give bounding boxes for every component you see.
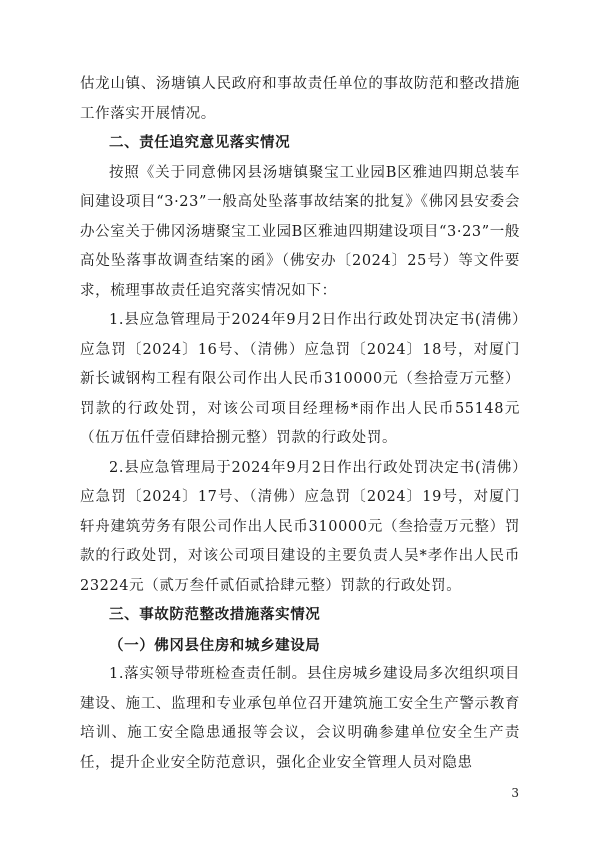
paragraph-item-2: 2.县应急管理局于2024年9月2日作出行政处罚决定书(清佛）应急罚〔2024〕17号、（清佛）应急罚〔2024〕19号，对厦门轩舟建筑劳务有限公司作出人民币310000元（叁拾壹万元整）罚款的行政处罚，对该公司项目建设的主要负责人吴*孝作出人民币23224元（贰万叁仟贰佰贰拾肆元整）罚款的行政处罚。	[80, 459, 520, 594]
section-heading-2: 二、责任追究意见落实情况	[109, 135, 291, 151]
paragraph-item-1: 1.县应急管理局于2024年9月2日作出行政处罚决定书(清佛）应急罚〔2024〕16号、（清佛）应急罚〔2024〕18号，对厦门新长诚钢构工程有限公司作出人民币310000元（叁拾壹万元整）罚款的行政处罚，对该公司项目经理杨*雨作出人民币55148元（伍万伍仟壹佰肆拾捌元整）罚款的行政处罚。	[80, 312, 520, 446]
subsection-heading-1: （一）佛冈县住房和城乡建设局	[109, 636, 321, 654]
paragraph-measure-1: 1.落实领导带班检查责任制。县住房城乡建设局多次组织项目建设、施工、监理和专业承包单位召开建筑施工安全生产警示教育培训、施工安全隐患通报等会议，会议明确参建单位安全生产责任，提升企业安全防范意识，强化企业安全管理人员对隐患	[80, 666, 520, 771]
paragraph-basis: 按照《关于同意佛冈县汤塘镇聚宝工业园B区雅迪四期总装车间建设项目“3·23”一般高处坠落事故结案的批复》《佛冈县安委会办公室关于佛冈汤塘聚宝工业园B区雅迪四期建设项目“3·23”一般高处坠落事故调查结案的函》（佛安办〔2024〕25号）等文件要求，梳理事故责任追究落实情况如下：	[80, 164, 520, 299]
section-heading-3: 三、事故防范整改措施落实情况	[109, 607, 321, 623]
paragraph-intro: 估龙山镇、汤塘镇人民政府和事故责任单位的事故防范和整改措施工作落实开展情况。	[80, 76, 520, 122]
page-number: 3	[511, 786, 519, 800]
document-body	[80, 70, 520, 778]
